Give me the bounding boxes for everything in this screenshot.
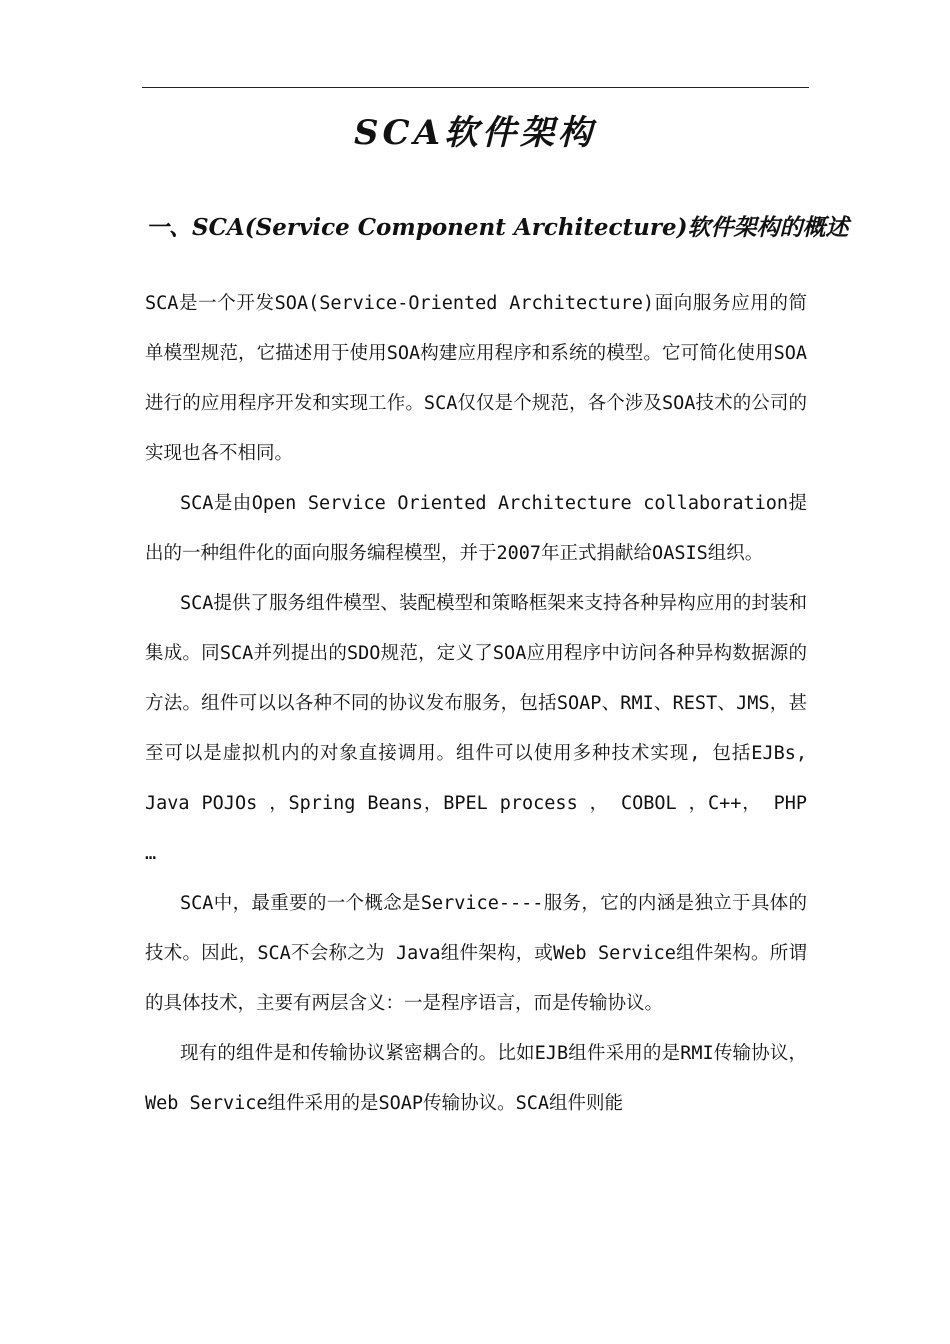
- paragraph-1: SCA是一个开发SOA(Service-Oriented Architecture)面向服务应用的简单模型规范，它描述用于使用SOA构建应用程序和系统的模型。它可简化使用SOA进行的应用程序开发和实现工作。SCA仅仅是个规范，各个涉及SOA技术的公司的实现也各不相同。: [145, 293, 807, 464]
- document-body: [145, 279, 807, 1129]
- paragraph-4: SCA中，最重要的一个概念是Service----服务，它的内涵是独立于具体的技术。因此，SCA不会称之为 Java组件架构，或Web Service组件架构。所谓的具体技术，主要有两层含义：一是程序语言，而是传输协议。: [145, 893, 807, 1014]
- paragraph-2: SCA是由Open Service Oriented Architecture collaboration提出的一种组件化的面向服务编程模型，并于2007年正式捐献给OASIS组织。: [145, 493, 807, 564]
- header-rule: [142, 87, 809, 88]
- paragraph-5: 现有的组件是和传输协议紧密耦合的。比如EJB组件采用的是RMI传输协议，Web Service组件采用的是SOAP传输协议。SCA组件则能: [145, 1043, 807, 1114]
- document-title: SCA软件架构: [354, 113, 596, 153]
- paragraph-3: SCA提供了服务组件模型、装配模型和策略框架来支持各种异构应用的封装和集成。同SCA并列提出的SDO规范，定义了SOA应用程序中访问各种异构数据源的方法。组件可以以各种不同的协议发布服务，包括SOAP、RMI、REST、JMS，甚至可以是虚拟机内的对象直接调用。组件可以使用多种技术实现, 包括EJBs, Java POJOs ，Spring Beans，BPEL process ， COBOL ，C++， PHP …: [145, 593, 807, 864]
- section-heading: 一、SCA(Service Component Architecture)软件架构的概述: [146, 214, 849, 241]
